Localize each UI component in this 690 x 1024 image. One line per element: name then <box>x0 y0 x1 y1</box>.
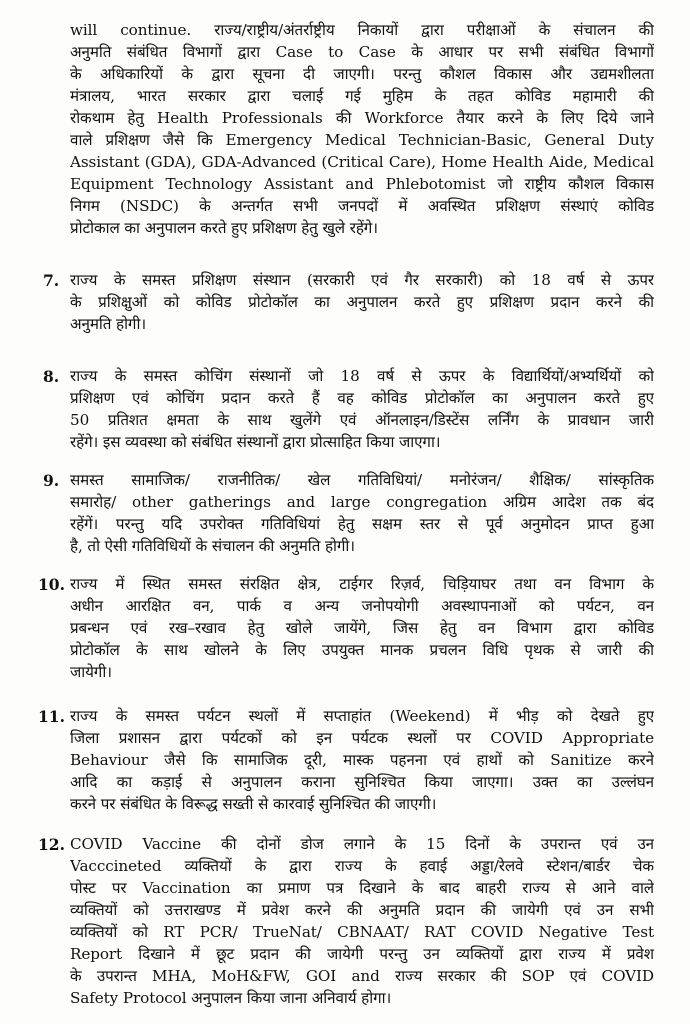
item-line: अधीन आरक्षित वन, पार्क व अन्य जनोपयोगी अवस्थापनाओं को पर्यटन, वन <box>70 597 654 615</box>
item-line: Vacccineted व्यक्तियों के द्वारा राज्य के हवाई अड्डा/रेलवे स्टेशन/बार्डर चेक <box>70 857 654 875</box>
item-number: 7. <box>43 271 60 290</box>
item-line: जायेगी। <box>70 663 112 681</box>
item-line: करने पर संबंधित के विरूद्ध सख्ती से कारवाई सुनिश्चित की जाएगी। <box>70 795 437 813</box>
item-line: राज्य के समस्त पर्यटन स्थलों में सप्ताहांत (Weekend) में भीड़ को देखते हुए <box>70 707 654 725</box>
item-number: 11. <box>38 707 65 726</box>
item-line: राज्य में स्थित समस्त संरक्षित क्षेत्र, टाईगर रिज़र्व, चिड़ियाघर तथा वन विभाग के <box>70 575 654 593</box>
intro-line: रोकथाम हेतु Health Professionals की Workforce तैयार करने के लिए दिये जाने <box>70 109 654 127</box>
item-line: प्रबन्धन एवं रख–रखाव हेतु खोले जायेंगे, जिस हेतु वन विभाग द्वारा कोविड <box>70 619 654 637</box>
item-line: अनुमति होगी। <box>70 315 146 333</box>
item-line: राज्य के समस्त कोचिंग संस्थानों जो 18 वर्ष से ऊपर के विद्यार्थियों/अभ्यर्थियों को <box>70 367 654 385</box>
intro-line: will continue. राज्य/राष्ट्रीय/अंतर्राष्ट्रीय निकायों द्वारा परीक्षाओं के संचालन की <box>70 21 654 39</box>
item-line: Behaviour जैसे कि सामाजिक दूरी, मास्क पहनना एवं हाथों को Sanitize करने <box>70 751 654 769</box>
item-line: COVID Vaccine की दोनों डोज लगाने के 15 दिनों के उपरान्त एवं उन <box>70 835 654 853</box>
intro-line: प्रोटोकाल का अनुपालन करते हुए प्रशिक्षण हेतु खुले रहेंगे। <box>70 219 378 237</box>
item-number: 8. <box>43 367 60 386</box>
item-number: 9. <box>43 471 60 490</box>
item-line: प्रोटोकॉल के साथ खोलने के लिए उपयुक्त मानक प्रचलन विधि पृथक से जारी की <box>70 641 654 659</box>
intro-line: Equipment Technology Assistant and Phlebotomist जो राष्ट्रीय कौशल विकास <box>70 175 654 193</box>
item-line: समस्त सामाजिक/ राजनीतिक/ खेल गतिविधियां/ मनोरंजन/ शैक्षिक/ सांस्कृतिक <box>70 471 654 489</box>
item-line: जिला प्रशासन द्वारा पर्यटकों को इन पर्यटक स्थलों पर COVID Appropriate <box>70 729 654 747</box>
item-line: समारोह/ other gatherings and large congregation अग्रिम आदेश तक बंद <box>70 493 654 511</box>
item-line: है, तो ऐसी गतिविधियों के संचालन की अनुमति होगी। <box>70 537 355 555</box>
intro-line: के अधिकारियों के द्वारा सूचना दी जाएगी। परन्तु कौशल विकास और उद्यमशीलता <box>70 65 654 83</box>
item-line: आदि का कड़ाई से अनुपालन कराना सुनिश्चित किया जाएगा। उक्त का उल्लंघन <box>70 773 654 791</box>
item-line: व्यक्तियों को RT PCR/ TrueNat/ CBNAAT/ RAT COVID Negative Test <box>70 923 654 941</box>
item-line: Safety Protocol अनुपालन किया जाना अनिवार्य होगा। <box>70 989 392 1007</box>
item-line: के प्रशिक्षुओं को कोविड प्रोटोकॉल का अनुपालन करते हुए प्रशिक्षण प्रदान करने की <box>70 293 654 311</box>
intro-line: मंत्रालय, भारत सरकार द्वारा चलाई गई मुहिम के तहत कोविड महामारी की <box>70 87 654 105</box>
item-line: के उपरान्त MHA, MoH&FW, GOI and राज्य सरकार की SOP एवं COVID <box>70 967 654 985</box>
item-line: राज्य के समस्त प्रशिक्षण संस्थान (सरकारी एवं गैर सरकारी) को 18 वर्ष से ऊपर <box>70 271 654 289</box>
intro-line: Assistant (GDA), GDA-Advanced (Critical Care), Home Health Aide, Medical <box>70 153 654 171</box>
item-line: Report दिखाने में छूट प्रदान की जायेगी परन्तु उन व्यक्तियों द्वारा राज्य में प्रवेश <box>70 945 654 963</box>
item-line: प्रशिक्षण एवं कोचिंग प्रदान करते हैं वह कोविड प्रोटोकॉल का अनुपालन करते हुए <box>70 389 654 407</box>
intro-line: वाले प्रशिक्षण जैसे कि Emergency Medical Technician-Basic, General Duty <box>70 131 654 149</box>
item-line: रहेंगें। परन्तु यदि उपरोक्त गतिविधियां हेतु सक्षम स्तर से पूर्व अनुमोदन प्राप्त हुआ <box>70 515 654 533</box>
item-number: 12. <box>38 835 65 854</box>
item-number: 10. <box>38 575 65 594</box>
item-line: व्यक्तियों को उत्तराखण्ड में प्रवेश करने की अनुमति प्रदान की जायेगी एवं उन सभी <box>70 901 654 919</box>
item-line: 50 प्रतिशत क्षमता के साथ खुलेंगे एवं ऑनलाइन/डिस्टेंस लर्निंग के प्रावधान जारी <box>70 411 654 429</box>
intro-line: निगम (NSDC) के अन्तर्गत सभी जनपदों में अवस्थित प्रशिक्षण संस्थाएं कोविड <box>70 197 654 215</box>
intro-line: अनुमति संबंधित विभागों द्वारा Case to Case के आधार पर सभी संबंधित विभागों <box>70 43 654 61</box>
item-line: पोस्ट पर Vaccination का प्रमाण पत्र दिखाने के बाद बाहरी राज्य से आने वाले <box>70 879 654 897</box>
item-line: रहेंगे। इस व्यवस्था को संबंधित संस्थानों द्वारा प्रोत्साहित किया जाएगा। <box>70 433 441 451</box>
